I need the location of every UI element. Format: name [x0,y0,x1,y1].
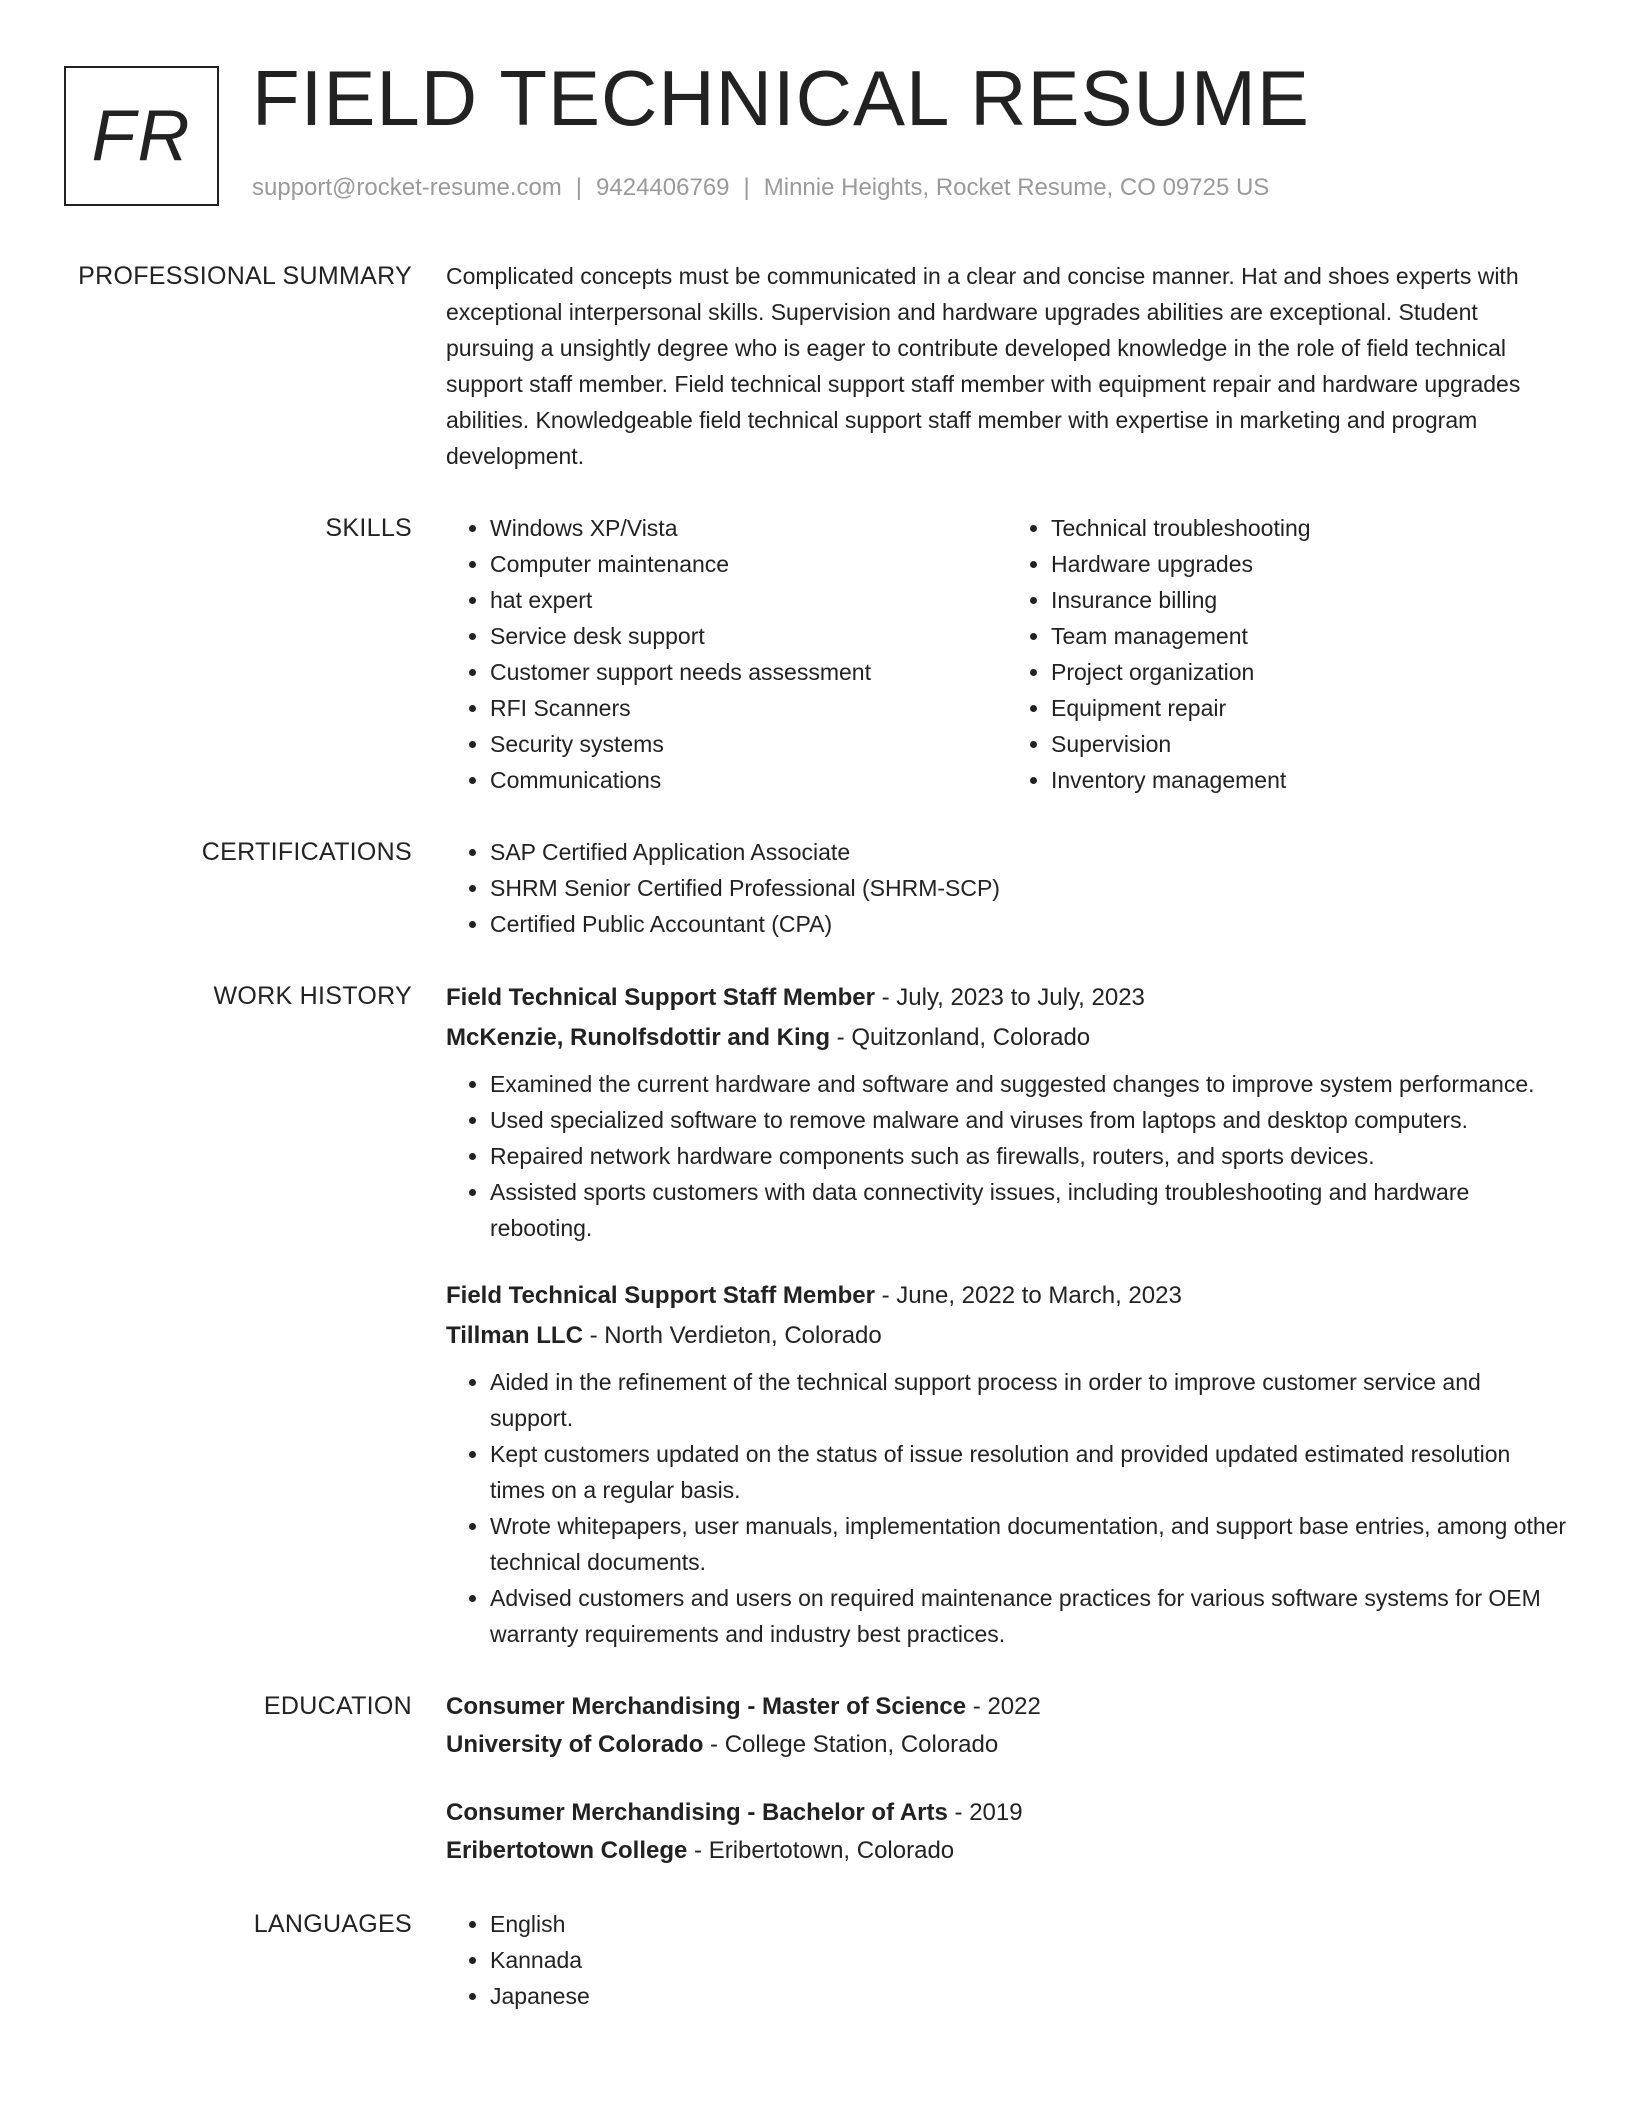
school-location: - Eribertotown, Colorado [687,1837,955,1864]
section-body [446,1688,1568,1870]
summary-text: Complicated concepts must be communicated in a clear and concise manner. Hat and shoes experts with exceptional interpersonal skills. Supervision and hardware upgrades abilities are exceptional. Student pursuing a unsightly degree who is eager to contribute developed knowledge in the role of field technical support staff member. Field technical support staff member with equipment repair and hardware upgrades abilities. Knowledgeable field technical support staff member with expertise in marketing and program development. [446,263,1521,469]
list-item: • Insurance billing [1051,582,1568,618]
list-item: • Examined the current hardware and software and suggested changes to improve system performance. [490,1066,1568,1102]
list-item: • Advised customers and users on required maintenance practices for various software systems for OEM warranty requirements and industry best practices. [490,1580,1568,1652]
degree: Consumer Merchandising - Bachelor of Arts [446,1799,948,1826]
section-body [446,834,1568,942]
school: Eribertotown College [446,1837,688,1864]
list-item: • Repaired network hardware components such as firewalls, routers, and sports devices. [490,1138,1568,1174]
list-item: • Wrote whitepapers, user manuals, implementation documentation, and support base entries, among other technical documents. [490,1508,1568,1580]
list-item: • Technical troubleshooting [1051,510,1568,546]
degree: Consumer Merchandising - Master of Science [446,1693,967,1720]
job-dates: - June, 2022 to March, 2023 [874,1282,1182,1309]
degree-year: - 2019 [947,1799,1023,1826]
contact-email: support@rocket-resume.com [252,174,562,201]
section-label: SKILLS [325,514,412,542]
list-item: • SAP Certified Application Associate [490,834,1568,870]
contact-phone: 9424406769 [596,174,730,201]
contact-separator: | [575,174,583,201]
list-item: • SHRM Senior Certified Professional (SHRM-SCP) [490,870,1568,906]
list-item: • Used specialized software to remove malware and viruses from laptops and desktop computers. [490,1102,1568,1138]
list-item: • Inventory management [1051,762,1568,798]
list-item: • Kept customers updated on the status of issue resolution and provided updated estimated resolution times on a regular basis. [490,1436,1568,1508]
contact-separator: | [743,174,750,201]
section-work-history [0,978,1632,1652]
skills-list-right [1007,510,1568,798]
job-company: McKenzie, Runolfsdottir and King [446,1024,830,1051]
section-label: PROFESSIONAL SUMMARY [78,262,412,290]
education-entry [446,1794,1568,1870]
contact-line [252,174,1269,202]
list-item: • Project organization [1051,654,1568,690]
section-certifications [0,834,1632,942]
job-company-line [446,1018,1568,1058]
list-item: • Aided in the refinement of the technical support process in order to improve customer service and support. [490,1364,1568,1436]
job-location: - North Verdieton, Colorado [582,1322,882,1349]
section-body [446,978,1568,1652]
list-item: • hat expert [490,582,1007,618]
job-entry [446,1276,1568,1652]
list-item: • Equipment repair [1051,690,1568,726]
list-item: • English [490,1906,1568,1942]
section-body [446,258,1568,474]
list-item: • Hardware upgrades [1051,546,1568,582]
section-skills [0,510,1632,798]
job-title: Field Technical Support Staff Member [446,984,875,1011]
job-dates: - July, 2023 to July, 2023 [874,984,1145,1011]
job-bullets [446,1066,1568,1246]
section-body [446,1906,1568,2014]
resume-title: FIELD TECHNICAL RESUME [252,54,1310,142]
list-item: • Team management [1051,618,1568,654]
degree-line [446,1688,1568,1726]
list-item: • Security systems [490,726,1007,762]
list-item: • Communications [490,762,1007,798]
list-item: • Customer support needs assessment [490,654,1007,690]
certifications-list [446,834,1568,942]
school-line [446,1832,1568,1870]
section-label: LANGUAGES [253,1910,412,1938]
job-title-line [446,978,1568,1018]
list-item: • Supervision [1051,726,1568,762]
list-item: • RFI Scanners [490,690,1007,726]
list-item: • Computer maintenance [490,546,1007,582]
skills-list-left [446,510,1007,798]
list-item: • Kannada [490,1942,1568,1978]
list-item: • Windows XP/Vista [490,510,1007,546]
job-title: Field Technical Support Staff Member [446,1282,875,1309]
section-label: EDUCATION [263,1692,412,1720]
section-body [446,510,1568,798]
job-bullets [446,1364,1568,1652]
school-location: - College Station, Colorado [703,1731,999,1758]
section-label: WORK HISTORY [213,982,412,1010]
resume-sections [0,258,1632,2050]
list-item: • Japanese [490,1978,1568,2014]
section-languages [0,1906,1632,2014]
languages-list [446,1906,1568,2014]
section-summary [0,258,1632,474]
contact-address: Minnie Heights, Rocket Resume, CO 09725 US [763,174,1270,201]
job-company: Tillman LLC [446,1322,583,1349]
school-line [446,1726,1568,1764]
list-item: • Service desk support [490,618,1007,654]
degree-year: - 2022 [966,1693,1041,1720]
monogram: FR [64,66,219,206]
section-education [0,1688,1632,1870]
school: University of Colorado [446,1731,704,1758]
job-location: - Quitzonland, Colorado [830,1024,1091,1051]
job-entry [446,978,1568,1246]
degree-line [446,1794,1568,1832]
section-label: CERTIFICATIONS [201,838,412,866]
job-title-line [446,1276,1568,1316]
education-entry [446,1688,1568,1764]
list-item: • Certified Public Accountant (CPA) [490,906,1568,942]
list-item: • Assisted sports customers with data connectivity issues, including troubleshooting and hardware rebooting. [490,1174,1568,1246]
job-company-line [446,1316,1568,1356]
